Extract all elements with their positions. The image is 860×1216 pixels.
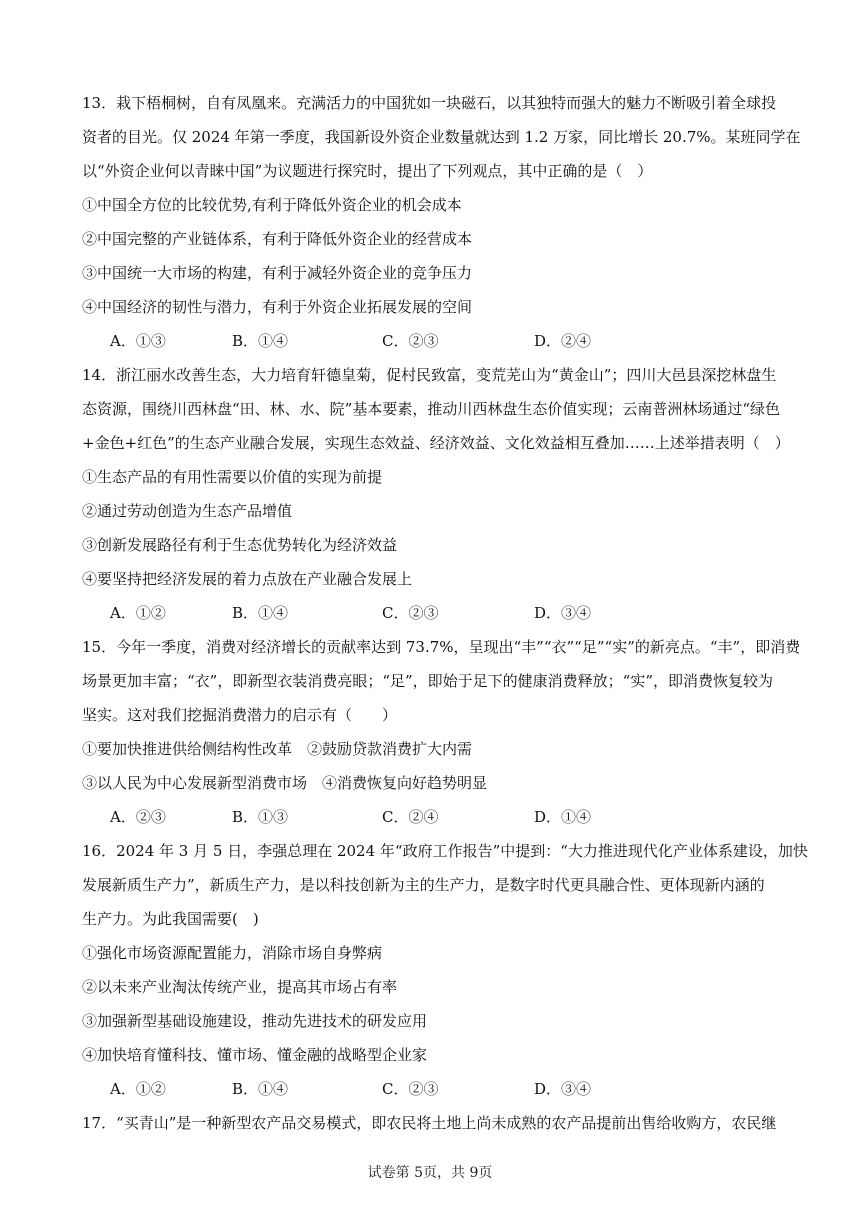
question-stem-line: 16．2024 年 3 月 5 日，李强总理在 2024 年“政府工作报告”中提到：“大力推进现代化产业体系建设，加快	[82, 842, 808, 860]
option-c: C．②④	[382, 808, 439, 826]
question-15	[82, 630, 801, 834]
statement-item: ①强化市场资源配置能力，消除市场自身弊病	[82, 944, 383, 962]
question-stem-line: 以“外资企业何以青睐中国”为议题进行探究时，提出了下列观点，其中正确的是（ ）	[82, 162, 653, 180]
statement-item: ④加快培育懂科技、懂市场、懂金融的战略型企业家	[82, 1046, 428, 1064]
option-b: B．①④	[232, 332, 289, 350]
option-d: D．③④	[534, 604, 592, 622]
question-14	[82, 358, 790, 630]
option-a: A．①②	[110, 604, 166, 622]
question-17	[82, 1106, 782, 1140]
statement-item: ②中国完整的产业链体系，有利于降低外资企业的经营成本	[82, 230, 473, 248]
option-c: C．②③	[382, 332, 439, 350]
option-c: C．②③	[382, 604, 439, 622]
answer-options	[82, 324, 782, 358]
question-stem-line: 发展新质生产力”，新质生产力，是以科技创新为主的生产力，是数字时代更具融合性、更体现新内涵的	[82, 876, 765, 894]
statement-item: ③中国统一大市场的构建，有利于减轻外资企业的竞争压力	[82, 264, 473, 282]
option-d: D．①④	[534, 808, 592, 826]
questions-container	[82, 86, 808, 1140]
option-d: D．②④	[534, 332, 592, 350]
statement-item: ④要坚持把经济发展的着力点放在产业融合发展上	[82, 570, 413, 588]
question-stem-line: 生产力。为此我国需要( )	[82, 910, 259, 928]
question-stem-line: 17．“买青山”是一种新型农产品交易模式，即农民将土地上尚未成熟的农产品提前出售给收购方，农民继	[82, 1114, 777, 1132]
question-16	[82, 834, 808, 1106]
statement-item: ②通过劳动创造为生态产品增值	[82, 502, 293, 520]
question-stem-line: 态资源，围绕川西林盘“田、林、水、院”基本要素，推动川西林盘生态价值实现；云南普洲林场通过“绿色	[82, 400, 781, 418]
answer-options	[82, 800, 782, 834]
option-b: B．①④	[232, 604, 289, 622]
statement-item: ①中国全方位的比较优势,有利于降低外资企业的机会成本	[82, 196, 462, 214]
statement-item: ①要加快推进供给侧结构性改革 ②鼓励贷款消费扩大内需	[82, 740, 473, 758]
answer-options	[82, 596, 782, 630]
answer-options	[82, 1072, 782, 1106]
option-a: A．①③	[110, 332, 166, 350]
question-stem-line: 资者的目光。仅 2024 年第一季度，我国新设外资企业数量就达到 1.2 万家，同比增长 20.7%。某班同学在	[82, 128, 801, 146]
option-c: C．②③	[382, 1080, 439, 1098]
question-stem-line: +金色+红色”的生态产业融合发展，实现生态效益、经济效益、文化效益相互叠加……上述举措表明（ ）	[82, 434, 790, 452]
statement-item: ③以人民为中心发展新型消费市场 ④消费恢复向好趋势明显	[82, 774, 488, 792]
statement-item: ③创新发展路径有利于生态优势转化为经济效益	[82, 536, 398, 554]
question-13	[82, 86, 801, 358]
option-b: B．①④	[232, 1080, 289, 1098]
statement-item: ④中国经济的韧性与潜力，有利于外资企业拓展发展的空间	[82, 298, 473, 316]
question-stem-line: 14．浙江丽水改善生态，大力培育轩德皇菊，促村民致富，变荒芜山为“黄金山”；四川大邑县深挖林盘生	[82, 366, 777, 384]
question-stem-line: 坚实。这对我们挖掘消费潜力的启示有（ ）	[82, 706, 398, 724]
question-stem-line: 15．今年一季度，消费对经济增长的贡献率达到 73.7%，呈现出“丰”“衣”“足”“实”的新亮点。“丰”，即消费	[82, 638, 801, 656]
option-d: D．③④	[534, 1080, 592, 1098]
statement-item: ②以未来产业淘汰传统产业，提高其市场占有率	[82, 978, 398, 996]
option-a: A．①②	[110, 1080, 166, 1098]
question-stem-line: 场景更加丰富；“衣”，即新型衣装消费亮眼；“足”，即始于足下的健康消费释放；“实”，即消费恢复较为	[82, 672, 774, 690]
question-stem-line: 13．栽下梧桐树，自有凤凰来。充满活力的中国犹如一块磁石，以其独特而强大的魅力不断吸引着全球投	[82, 94, 777, 112]
statement-item: ①生态产品的有用性需要以价值的实现为前提	[82, 468, 383, 486]
option-a: A．②③	[110, 808, 166, 826]
statement-item: ③加强新型基础设施建设，推动先进技术的研发应用	[82, 1012, 428, 1030]
option-b: B．①③	[232, 808, 289, 826]
page-footer: 试卷第 5页，共 9页	[367, 1165, 493, 1181]
